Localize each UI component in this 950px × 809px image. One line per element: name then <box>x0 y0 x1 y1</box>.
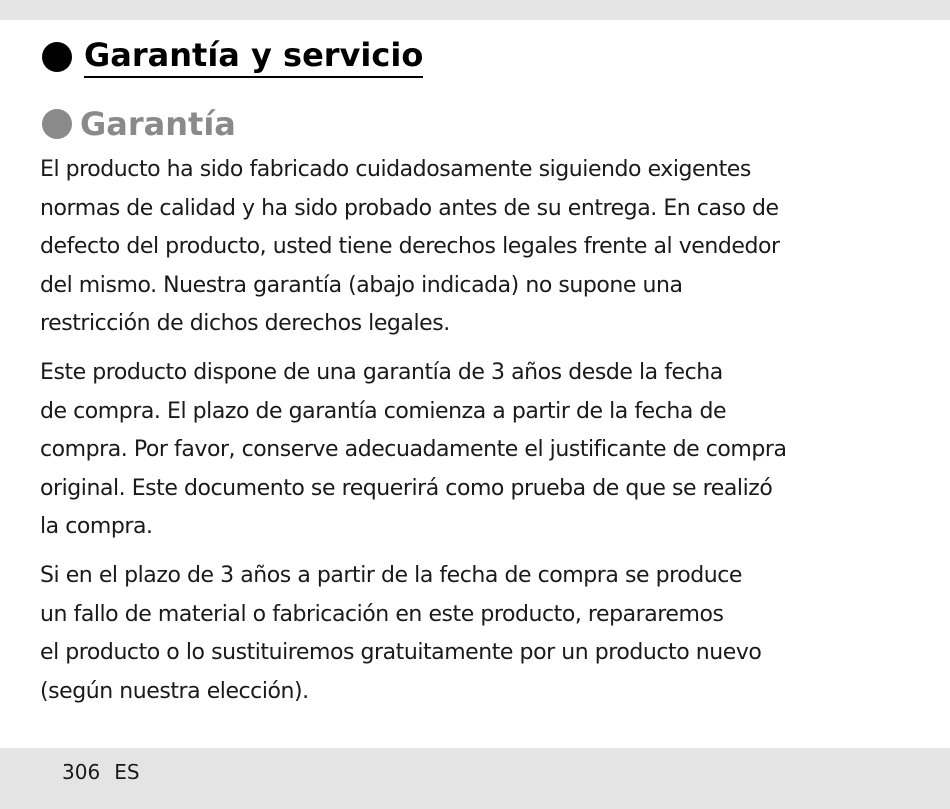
page-number: 306 <box>62 760 101 784</box>
section-heading <box>42 34 423 80</box>
bullet-icon <box>42 42 72 72</box>
top-band <box>0 0 950 20</box>
paragraph-warranty-intro: El producto ha sido fabricado cuidadosamente siguiendo exigentes normas de calidad y ha sido probado antes de su entrega. En caso de defecto del producto, usted tiene derechos legales frente al vendedor del mismo. Nuestra garantía (abajo indicada) no supone una restricción de dichos derechos legales. <box>40 157 780 336</box>
section-title: Garantía y servicio <box>84 36 423 78</box>
page-footer <box>62 760 140 784</box>
sub-heading <box>42 104 236 144</box>
language-code: ES <box>114 760 140 784</box>
bottom-band <box>0 748 950 809</box>
bullet-icon <box>42 109 72 139</box>
paragraph-warranty-repair: Si en el plazo de 3 años a partir de la fecha de compra se produce un fallo de material o fabricación en este producto, repararemos el producto o lo sustituiremos gratuitamente por un producto nuevo (según nuestra elección). <box>40 563 762 704</box>
sub-title: Garantía <box>80 105 236 143</box>
paragraph-warranty-period: Este producto dispone de una garantía de 3 años desde la fecha de compra. El plazo de garantía comienza a partir de la fecha de compra. Por favor, conserve adecuadamente el justificante de compra original. Este documento se requerirá como prueba de que se realizó la compra. <box>40 360 787 539</box>
